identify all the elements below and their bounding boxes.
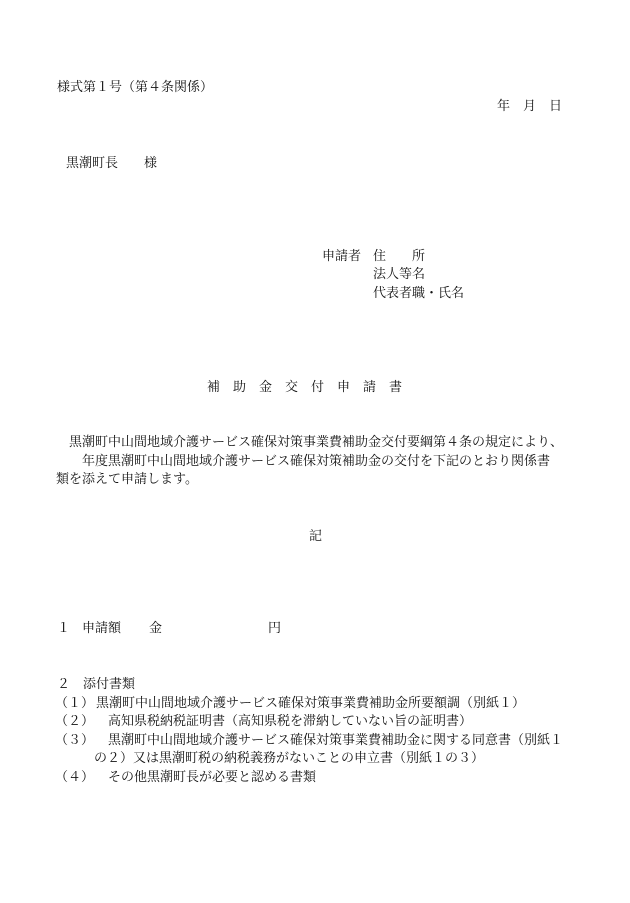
applicant-heading: 申請者 — [322, 249, 362, 264]
address-label: 住 所 — [373, 249, 426, 264]
addressee: 黒潮町長 様 — [66, 156, 158, 171]
attachment-text: その他黒潮町長が必要と認める書類 — [108, 770, 317, 785]
amount-unit: 円 — [268, 621, 282, 636]
body-line: 黒潮町中山間地域介護サービス確保対策事業費補助金交付要綱第４条の規定により、 — [69, 435, 564, 450]
document-title: 補 助 金 交 付 申 請 書 — [207, 380, 403, 395]
attachment-number: （１） — [55, 696, 95, 711]
body-line: 年度黒潮町中山間地域介護サービス確保対策補助金の交付を下記のとおり関係書 — [82, 454, 551, 469]
attachments-heading: ２ 添付書類 — [57, 677, 136, 692]
item-number: １ — [57, 621, 71, 636]
representative-label: 代表者職・氏名 — [373, 286, 465, 301]
body-line: 類を添えて申請します。 — [56, 472, 198, 487]
request-amount-label: 申請額 — [82, 621, 122, 636]
amount-prefix: 金 — [149, 621, 163, 636]
attachment-number: （２） — [55, 714, 95, 729]
attachment-number: （４） — [55, 770, 95, 785]
ki-heading: 記 — [309, 529, 323, 544]
attachment-text: 黒潮町中山間地域介護サービス確保対策事業費補助金所要額調（別紙１） — [96, 696, 526, 711]
attachment-text: 黒潮町中山間地域介護サービス確保対策事業費補助金に関する同意書（別紙１ — [108, 733, 564, 748]
form-label: 様式第１号（第４条関係） — [57, 80, 214, 95]
attachment-number: （３） — [55, 733, 95, 748]
attachment-text-continued: の２）又は黒潮町税の納税義務がないことの申立書（別紙１の３） — [94, 751, 485, 766]
attachment-text: 高知県税納税証明書（高知県税を滞納していない旨の証明書） — [108, 714, 473, 729]
corporate-name-label: 法人等名 — [373, 267, 426, 282]
date-line: 年 月 日 — [497, 99, 563, 114]
